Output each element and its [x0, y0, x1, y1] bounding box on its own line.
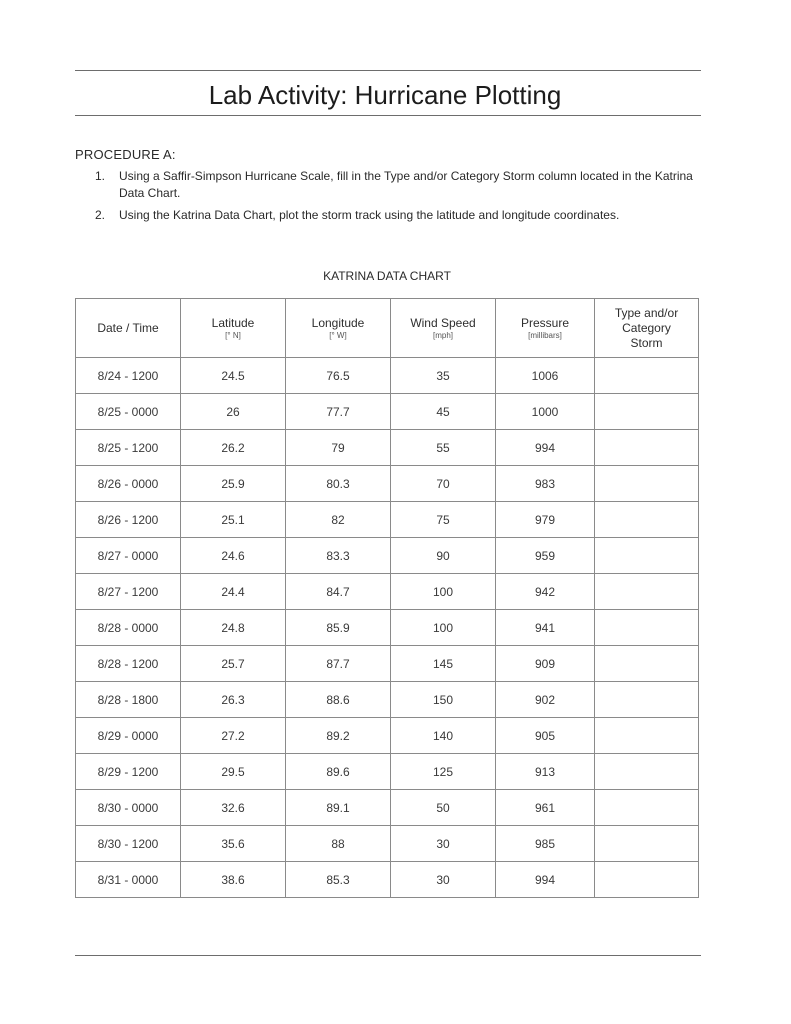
date-time-cell: 8/25 - 1200	[76, 430, 181, 466]
header-longitude	[286, 299, 391, 358]
table-row	[76, 574, 699, 610]
date-time-cell: 8/24 - 1200	[76, 358, 181, 394]
latitude-cell: 35.6	[181, 826, 286, 862]
pressure-cell: 1006	[496, 358, 595, 394]
storm-category-cell[interactable]	[595, 394, 699, 430]
latitude-cell: 25.7	[181, 646, 286, 682]
latitude-cell: 24.8	[181, 610, 286, 646]
wind-speed-cell: 55	[391, 430, 496, 466]
top-rule	[75, 70, 701, 71]
latitude-cell: 27.2	[181, 718, 286, 754]
header-storm-category	[595, 299, 699, 358]
wind-speed-cell: 75	[391, 502, 496, 538]
pressure-cell: 985	[496, 826, 595, 862]
header-date-time	[76, 299, 181, 358]
wind-speed-cell: 30	[391, 826, 496, 862]
storm-category-cell[interactable]	[595, 826, 699, 862]
wind-speed-cell: 35	[391, 358, 496, 394]
storm-category-cell[interactable]	[595, 466, 699, 502]
storm-category-cell[interactable]	[595, 502, 699, 538]
header-label: Type and/or Category Storm	[614, 305, 679, 350]
date-time-cell: 8/26 - 1200	[76, 502, 181, 538]
pressure-cell: 902	[496, 682, 595, 718]
table-row	[76, 538, 699, 574]
storm-category-cell[interactable]	[595, 646, 699, 682]
storm-category-cell[interactable]	[595, 718, 699, 754]
table-row	[76, 466, 699, 502]
table-row	[76, 826, 699, 862]
date-time-cell: 8/28 - 1200	[76, 646, 181, 682]
data-chart-title: KATRINA DATA CHART	[323, 269, 451, 283]
latitude-cell: 24.5	[181, 358, 286, 394]
date-time-cell: 8/30 - 0000	[76, 790, 181, 826]
longitude-cell: 82	[286, 502, 391, 538]
longitude-cell: 87.7	[286, 646, 391, 682]
table-row	[76, 718, 699, 754]
wind-speed-cell: 30	[391, 862, 496, 898]
header-latitude	[181, 299, 286, 358]
date-time-cell: 8/27 - 1200	[76, 574, 181, 610]
header-label: Latitude	[211, 315, 255, 330]
footer-rule	[75, 955, 701, 956]
latitude-cell: 26	[181, 394, 286, 430]
wind-speed-cell: 45	[391, 394, 496, 430]
date-time-cell: 8/29 - 1200	[76, 754, 181, 790]
wind-speed-cell: 90	[391, 538, 496, 574]
page-title: Lab Activity: Hurricane Plotting	[208, 80, 562, 110]
step-number: 2.	[95, 208, 106, 222]
header-unit: [° W]	[329, 330, 347, 340]
latitude-cell: 38.6	[181, 862, 286, 898]
wind-speed-cell: 140	[391, 718, 496, 754]
longitude-cell: 85.3	[286, 862, 391, 898]
storm-category-cell[interactable]	[595, 682, 699, 718]
storm-category-cell[interactable]	[595, 610, 699, 646]
table-row	[76, 862, 699, 898]
katrina-data-table	[75, 298, 699, 898]
table-row	[76, 502, 699, 538]
date-time-cell: 8/28 - 0000	[76, 610, 181, 646]
title-underline-rule	[75, 115, 701, 116]
wind-speed-cell: 50	[391, 790, 496, 826]
latitude-cell: 26.3	[181, 682, 286, 718]
header-label: Date / Time	[97, 320, 159, 335]
storm-category-cell[interactable]	[595, 754, 699, 790]
table-row	[76, 394, 699, 430]
pressure-cell: 913	[496, 754, 595, 790]
procedure-heading: PROCEDURE A:	[75, 147, 176, 162]
wind-speed-cell: 100	[391, 610, 496, 646]
longitude-cell: 79	[286, 430, 391, 466]
pressure-cell: 941	[496, 610, 595, 646]
table-row	[76, 646, 699, 682]
latitude-cell: 32.6	[181, 790, 286, 826]
date-time-cell: 8/26 - 0000	[76, 466, 181, 502]
longitude-cell: 88	[286, 826, 391, 862]
storm-category-cell[interactable]	[595, 862, 699, 898]
pressure-cell: 942	[496, 574, 595, 610]
latitude-cell: 24.4	[181, 574, 286, 610]
storm-category-cell[interactable]	[595, 790, 699, 826]
date-time-cell: 8/27 - 0000	[76, 538, 181, 574]
header-label: Wind Speed	[410, 315, 476, 330]
longitude-cell: 88.6	[286, 682, 391, 718]
wind-speed-cell: 125	[391, 754, 496, 790]
longitude-cell: 84.7	[286, 574, 391, 610]
longitude-cell: 77.7	[286, 394, 391, 430]
wind-speed-cell: 70	[391, 466, 496, 502]
date-time-cell: 8/30 - 1200	[76, 826, 181, 862]
longitude-cell: 89.1	[286, 790, 391, 826]
storm-category-cell[interactable]	[595, 358, 699, 394]
step-number: 1.	[95, 169, 106, 183]
step-text: Using the Katrina Data Chart, plot the storm track using the latitude and longitude coordinates.	[119, 208, 620, 222]
longitude-cell: 80.3	[286, 466, 391, 502]
pressure-cell: 994	[496, 430, 595, 466]
latitude-cell: 29.5	[181, 754, 286, 790]
longitude-cell: 89.2	[286, 718, 391, 754]
storm-category-cell[interactable]	[595, 538, 699, 574]
table-row	[76, 682, 699, 718]
date-time-cell: 8/29 - 0000	[76, 718, 181, 754]
table-row	[76, 790, 699, 826]
header-label: Longitude	[311, 315, 365, 330]
table-row	[76, 610, 699, 646]
storm-category-cell[interactable]	[595, 574, 699, 610]
step-text: Using a Saffir-Simpson Hurricane Scale, fill in the Type and/or Category Storm column located in the Katrina Data Chart.	[119, 169, 693, 200]
longitude-cell: 85.9	[286, 610, 391, 646]
table-row	[76, 358, 699, 394]
header-unit: [° N]	[225, 330, 241, 340]
pressure-cell: 959	[496, 538, 595, 574]
pressure-cell: 1000	[496, 394, 595, 430]
header-pressure	[496, 299, 595, 358]
latitude-cell: 25.9	[181, 466, 286, 502]
date-time-cell: 8/28 - 1800	[76, 682, 181, 718]
pressure-cell: 909	[496, 646, 595, 682]
header-wind-speed	[391, 299, 496, 358]
date-time-cell: 8/31 - 0000	[76, 862, 181, 898]
table-row	[76, 754, 699, 790]
pressure-cell: 961	[496, 790, 595, 826]
pressure-cell: 983	[496, 466, 595, 502]
storm-category-cell[interactable]	[595, 430, 699, 466]
pressure-cell: 979	[496, 502, 595, 538]
header-unit: [mph]	[432, 330, 453, 340]
table-header-row	[76, 299, 699, 358]
date-time-cell: 8/25 - 0000	[76, 394, 181, 430]
pressure-cell: 994	[496, 862, 595, 898]
wind-speed-cell: 150	[391, 682, 496, 718]
longitude-cell: 83.3	[286, 538, 391, 574]
wind-speed-cell: 100	[391, 574, 496, 610]
latitude-cell: 24.6	[181, 538, 286, 574]
pressure-cell: 905	[496, 718, 595, 754]
longitude-cell: 89.6	[286, 754, 391, 790]
longitude-cell: 76.5	[286, 358, 391, 394]
wind-speed-cell: 145	[391, 646, 496, 682]
table-row	[76, 430, 699, 466]
header-label: Pressure	[520, 315, 570, 330]
latitude-cell: 26.2	[181, 430, 286, 466]
latitude-cell: 25.1	[181, 502, 286, 538]
header-unit: [millibars]	[528, 330, 562, 340]
